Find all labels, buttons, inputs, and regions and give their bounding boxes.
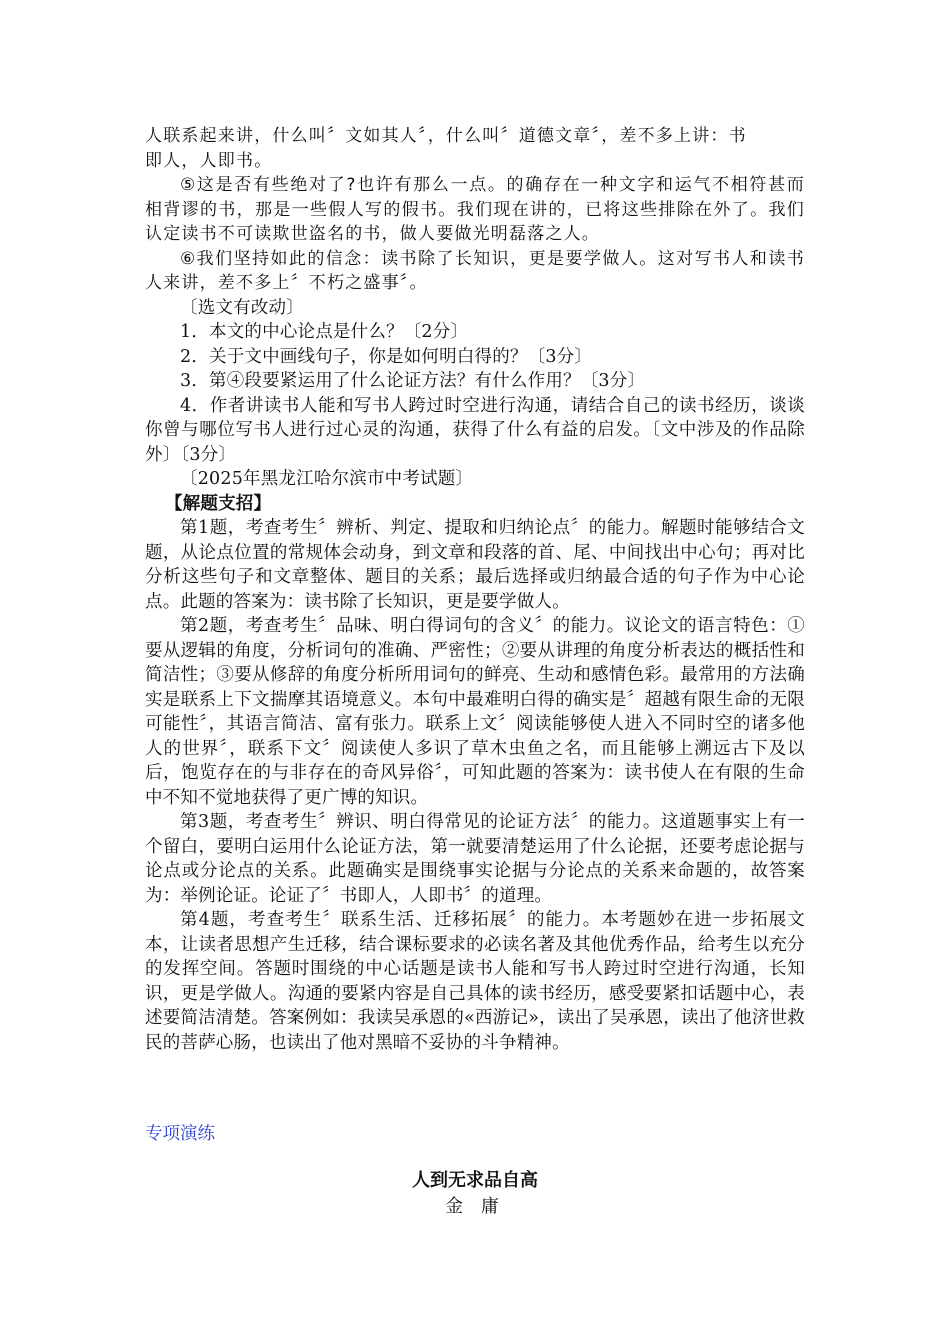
source-note: 〔选文有改动〕 xyxy=(180,297,304,318)
explanation-1: 第1题，考查考生〞辨析、判定、提取和归纳论点〞的能力。解题时能够结合文题，从论点位置的常规体会动身，到文章和段落的首、尾、中间找出中心句；再对比分析这些句子和文章整体、题目的关系；最后选择或归纳最合适的句子作为中心论点。此题的答案为：读书除了长知识，更是要学做人。 xyxy=(145,518,805,612)
passage-line: 人联系起来讲，什么叫〞文如其人〞，什么叫〞道德文章〞，差不多上讲：书 xyxy=(145,126,747,146)
question-3: 3．第④段要紧运用了什么论证方法？有什么作用？〔3分〕 xyxy=(180,371,646,391)
explanation-2: 第2题，考查考生〞品味、明白得词句的含义〞的能力。议论文的语言特色：①要从逻辑的角度，分析词句的准确、严密性；②要从讲理的角度分析表达的概括性和简洁性；③要从修辞的角度分析所用词句的鲜亮、生动和感情色彩。最常用的方法确实是联系上下文揣摩其语境意义。本句中最难明白得的确实是〞超越有限生命的无限可能性〞，其语言简洁、富有张力。联系上文〞阅读能够使人进入不同时空的诸多他人的世界〞，联系下文〞阅读使人多识了草木虫鱼之名，而且能够上溯远古下及以后，饱览存在的与非存在的奇风异俗〞，可知此题的答案为：读书使人在有限的生命中不知不觉地获得了更广博的知识。 xyxy=(145,616,805,808)
question-1: 1．本文的中心论点是什么？〔2分〕 xyxy=(180,322,469,342)
exam-source: 〔2025年黑龙江哈尔滨市中考试题〕 xyxy=(180,469,474,489)
passage-paragraph-6: ⑥我们坚持如此的信念：读书除了长知识，更是要学做人。这对写书人和读书人来讲，差不多上〞不朽之盛事〞。 xyxy=(145,248,805,293)
section-heading: 【解题支招】 xyxy=(165,493,272,514)
article-title: 人到无求品自高 xyxy=(412,1170,538,1191)
explanation-4: 第4题，考查考生〞联系生活、迁移拓展〞的能力。本考题妙在进一步拓展文本，让读者思想产生迁移，结合课标要求的必读名著及其他优秀作品，给考生以充分的发挥空间。答题时围绕的中心话题是读书人能和写书人跨过时空进行沟通，长知识，更是学做人。沟通的要紧内容是自己具体的读书经历，感受要紧扣话题中心，表述要简洁清楚。答案例如：我读吴承恩的«西游记»，读出了吴承恩，读出了他济世救民的菩萨心肠，也读出了他对黑暗不妥协的斗争精神。 xyxy=(145,910,805,1053)
passage-line: 即人，人即书。 xyxy=(145,150,273,171)
explanation-3: 第3题，考查考生〞辨识、明白得常见的论证方法〞的能力。这道题事实上有一个留白，要明白运用什么论证方法，第一就要清楚运用了什么论据，还要考虑论据与论点或分论点的关系。此题确实是围绕事实论据与分论点的关系来命题的，故答案为：举例论证。论证了〞书即人，人即书〞的道理。 xyxy=(145,812,805,906)
passage-paragraph-5: ⑤这是否有些绝对了?也许有那么一点。的确存在一种文字和运气不相符甚而相背谬的书，那是一些假人写的假书。我们现在讲的，已将这些排除在外了。我们认定读书不可读欺世盗名的书，做人要做光明磊落之人。 xyxy=(145,175,805,244)
practice-link[interactable]: 专项演练 xyxy=(145,1124,215,1144)
question-4: 4．作者讲读书人能和写书人跨过时空进行沟通，请结合自己的读书经历，谈谈你曾与哪位写书人进行过心灵的沟通，获得了什么有益的启发。〔文中涉及的作品除外〕〔3分〕 xyxy=(145,395,805,465)
article-author: 金 庸 xyxy=(445,1196,505,1217)
question-2: 2．关于文中画线句子，你是如何明白得的？〔3分〕 xyxy=(180,346,593,367)
document-body xyxy=(145,124,805,1055)
